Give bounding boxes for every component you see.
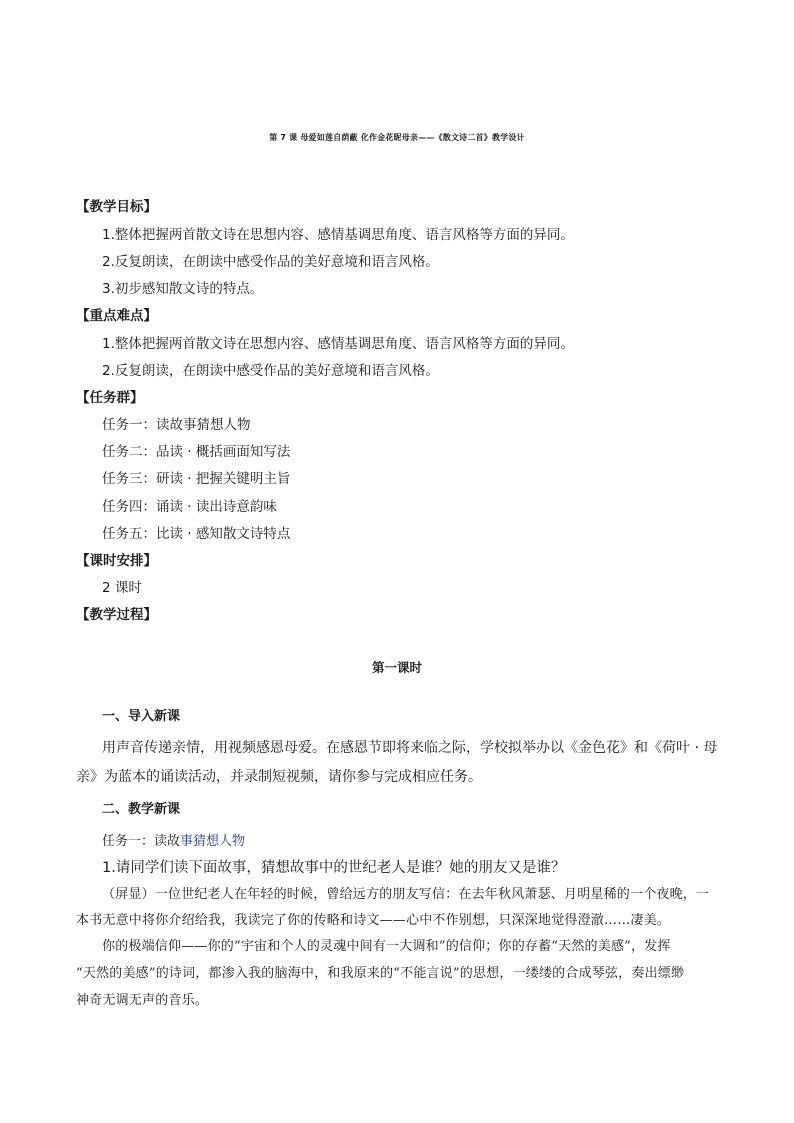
key-point-item-2: 2.反复朗读，在朗读中感受作品的美好意境和语言风格。 bbox=[102, 363, 439, 379]
task-one-label bbox=[102, 830, 245, 849]
quote-1-line-1: （屏显）一位世纪老人在年轻的时候，曾给远方的朋友写信：在去年秋风萧瑟、月明星稀的一个夜晚，一 bbox=[102, 887, 710, 902]
document-title: 第 7 课 母爱如莲自荫蔽 化作金花昵母亲——《散文诗二首》教学设计 bbox=[269, 133, 525, 142]
task-item-5: 任务五：比读 · 感知散文诗特点 bbox=[102, 526, 291, 542]
intro-paragraph-line-1: 用声音传递亲情，用视频感恩母爱。在感恩节即将来临之际，学校拟举办以《金色花》和《荷叶 · 母 bbox=[102, 740, 718, 756]
quote-2-line-1: 你的极端信仰——你的“宇宙和个人的灵魂中间有一大调和”的信仰；你的存蓄“天然的美感”，发挥 bbox=[102, 939, 671, 954]
task-one-label-highlight: 事猜想人物 bbox=[180, 834, 246, 849]
task-item-4: 任务四：诵读 · 读出诗意韵味 bbox=[102, 499, 277, 515]
quote-1-line-2: 本书无意中将你介绍给我，我读完了你的传略和诗文——心中不作别想，只深深地觉得澄澈……凄美。 bbox=[76, 913, 671, 928]
process-heading: 【教学过程】 bbox=[76, 607, 157, 623]
quote-2-line-3: 神奇无调无声的音乐。 bbox=[76, 993, 209, 1008]
objective-item-2: 2.反复朗读，在朗读中感受作品的美好意境和语言风格。 bbox=[102, 254, 439, 270]
schedule-value: 2 课时 bbox=[102, 580, 142, 596]
intro-heading: 一、导入新课 bbox=[102, 709, 181, 724]
task-one-label-prefix: 任务一：读故 bbox=[102, 834, 181, 849]
lesson-one-title: 第一课时 bbox=[371, 660, 422, 675]
schedule-heading: 【课时安排】 bbox=[76, 553, 157, 569]
task-item-3: 任务三：研读 · 把握关键明主旨 bbox=[102, 471, 291, 487]
tasks-heading: 【任务群】 bbox=[76, 390, 144, 406]
task-item-1: 任务一：读故事猜想人物 bbox=[102, 417, 251, 433]
objectives-heading: 【教学目标】 bbox=[76, 199, 157, 215]
objective-item-3: 3.初步感知散文诗的特点。 bbox=[102, 281, 264, 297]
task-item-2: 任务二：品读 · 概括画面知写法 bbox=[102, 444, 291, 460]
question-1: 1.请同学们读下面故事，猜想故事中的世纪老人是谁？她的朋友又是谁？ bbox=[102, 860, 566, 876]
objective-item-1: 1.整体把握两首散文诗在思想内容、感情基调思角度、语言风格等方面的异同。 bbox=[102, 227, 574, 243]
new-lesson-heading: 二、教学新课 bbox=[102, 802, 181, 817]
key-points-heading: 【重点难点】 bbox=[76, 308, 157, 324]
intro-paragraph-line-2: 亲》为蓝本的诵读活动，并录制短视频，请你参与完成相应任务。 bbox=[76, 769, 482, 785]
quote-2-line-2: “天然的美感”的诗词，都渗入我的脑海中，和我原来的“不能言说”的思想，一缕缕的合成琴弦，奏出缥缈 bbox=[76, 966, 685, 981]
key-point-item-1: 1.整体把握两首散文诗在思想内容、感情基调思角度、语言风格等方面的异同。 bbox=[102, 336, 574, 352]
